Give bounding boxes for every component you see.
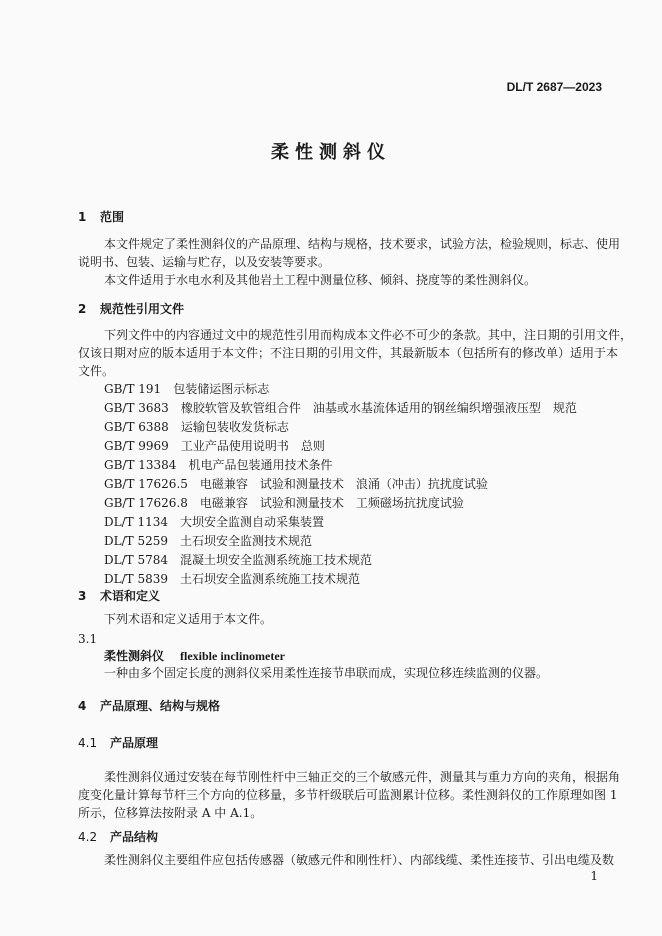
subsection-4-1-heading xyxy=(78,734,158,751)
reference-item xyxy=(104,380,269,397)
term-chinese: 柔性测斜仪 xyxy=(104,649,165,663)
subsection-title: 产品结构 xyxy=(110,830,159,844)
reference-title: 电磁兼容 试验和测量技术 浪涌（冲击）抗扰度试验 xyxy=(199,477,488,491)
section-title: 范围 xyxy=(100,210,125,224)
reference-item xyxy=(104,532,312,549)
reference-item xyxy=(104,437,325,454)
reference-item xyxy=(104,551,372,568)
reference-code: DL/T 5839 xyxy=(104,572,168,586)
paragraph-line: 所示，位移算法按附录 A 中 A.1。 xyxy=(78,806,263,820)
reference-title: 电磁兼容 试验和测量技术 工频磁场抗扰度试验 xyxy=(199,496,464,510)
reference-title: 橡胶软管及软管组合件 油基或水基流体适用的钢丝编织增强液压型 规范 xyxy=(180,401,577,415)
reference-code: GB/T 17626.5 xyxy=(104,477,188,491)
section-number: 2 xyxy=(78,302,87,316)
reference-code: GB/T 191 xyxy=(104,382,162,396)
paragraph-line: 本文件规定了柔性测斜仪的产品原理、结构与规格，技术要求，试验方法，检验规则，标志、使用 xyxy=(104,237,621,251)
reference-code: DL/T 5784 xyxy=(104,553,168,567)
section-number: 3 xyxy=(78,589,87,603)
reference-code: GB/T 3683 xyxy=(104,401,169,415)
paragraph-line: 文件。 xyxy=(78,364,115,378)
subsection-title: 产品原理 xyxy=(110,736,159,750)
reference-code: DL/T 1134 xyxy=(104,515,168,529)
paragraph-line: 柔性测斜仪主要组件应包括传感器（敏感元件和刚性杆）、内部线缆、柔性连接节、引出电缆及数 xyxy=(104,853,615,867)
reference-title: 机电产品包装通用技术条件 xyxy=(188,458,333,472)
subsection-number: 4.2 xyxy=(78,830,98,844)
paragraph-line: 度变化量计算每节杆三个方向的位移量，多节杆级联后可监测累计位移。柔性测斜仪的工作原理如图 1 xyxy=(78,788,618,802)
reference-item xyxy=(104,475,488,492)
subsection-4-2-heading xyxy=(78,828,158,845)
paragraph-line: 下列文件中的内容通过文中的规范性引用而构成本文件必不可少的条款。其中，注日期的引用文件， xyxy=(104,328,633,342)
paragraph-line: 柔性测斜仪通过安装在每节刚性杆中三轴正交的三个敏感元件，测量其与重力方向的夹角，根据角 xyxy=(104,770,621,784)
reference-code: GB/T 13384 xyxy=(104,458,177,472)
reference-code: GB/T 17626.8 xyxy=(104,496,188,510)
reference-item xyxy=(104,513,324,530)
paragraph-line: 仅该日期对应的版本适用于本文件；不注日期的引用文件，其最新版本（包括所有的修改单）适用于本 xyxy=(78,346,619,360)
reference-item xyxy=(104,456,332,473)
reference-title: 运输包装收发货标志 xyxy=(180,420,289,434)
reference-code: DL/T 5259 xyxy=(104,534,168,548)
reference-code: GB/T 9969 xyxy=(104,439,169,453)
section-4-heading xyxy=(78,697,220,714)
reference-item xyxy=(104,418,289,435)
paragraph-line: 说明书、包装、运输与贮存，以及安装等要求。 xyxy=(78,255,331,269)
section-title: 术语和定义 xyxy=(100,589,161,603)
term-definition: 一种由多个固定长度的测斜仪采用柔性连接节串联而成，实现位移连续监测的仪器。 xyxy=(104,666,549,680)
reference-item xyxy=(104,494,464,511)
section-1-heading xyxy=(78,208,124,225)
reference-item xyxy=(104,570,360,587)
section-2-heading xyxy=(78,300,184,317)
reference-title: 包装储运图示标志 xyxy=(173,382,270,396)
term-number: 3.1 xyxy=(78,632,98,646)
subsection-number: 4.1 xyxy=(78,736,98,750)
reference-code: GB/T 6388 xyxy=(104,420,169,434)
section-number: 4 xyxy=(78,699,87,713)
document-code: DL/T 2687—2023 xyxy=(506,80,602,94)
term-heading xyxy=(104,647,285,665)
reference-title: 土石坝安全监测系统施工技术规范 xyxy=(180,572,361,586)
reference-title: 混凝土坝安全监测系统施工技术规范 xyxy=(180,553,373,567)
section-title: 规范性引用文件 xyxy=(100,302,185,316)
reference-title: 大坝安全监测自动采集装置 xyxy=(180,515,325,529)
reference-title: 工业产品使用说明书 总则 xyxy=(180,439,325,453)
term-english: flexible inclinometer xyxy=(180,649,285,663)
section-title: 产品原理、结构与规格 xyxy=(100,699,221,713)
page-number: 1 xyxy=(590,869,598,883)
section-3-heading xyxy=(78,587,160,604)
paragraph-line: 本文件适用于水电水利及其他岩土工程中测量位移、倾斜、挠度等的柔性测斜仪。 xyxy=(104,273,537,287)
section-number: 1 xyxy=(78,210,87,224)
reference-item xyxy=(104,399,577,416)
page-title: 柔性测斜仪 xyxy=(271,142,391,163)
reference-title: 土石坝安全监测技术规范 xyxy=(180,534,313,548)
paragraph-line: 下列术语和定义适用于本文件。 xyxy=(104,612,273,626)
